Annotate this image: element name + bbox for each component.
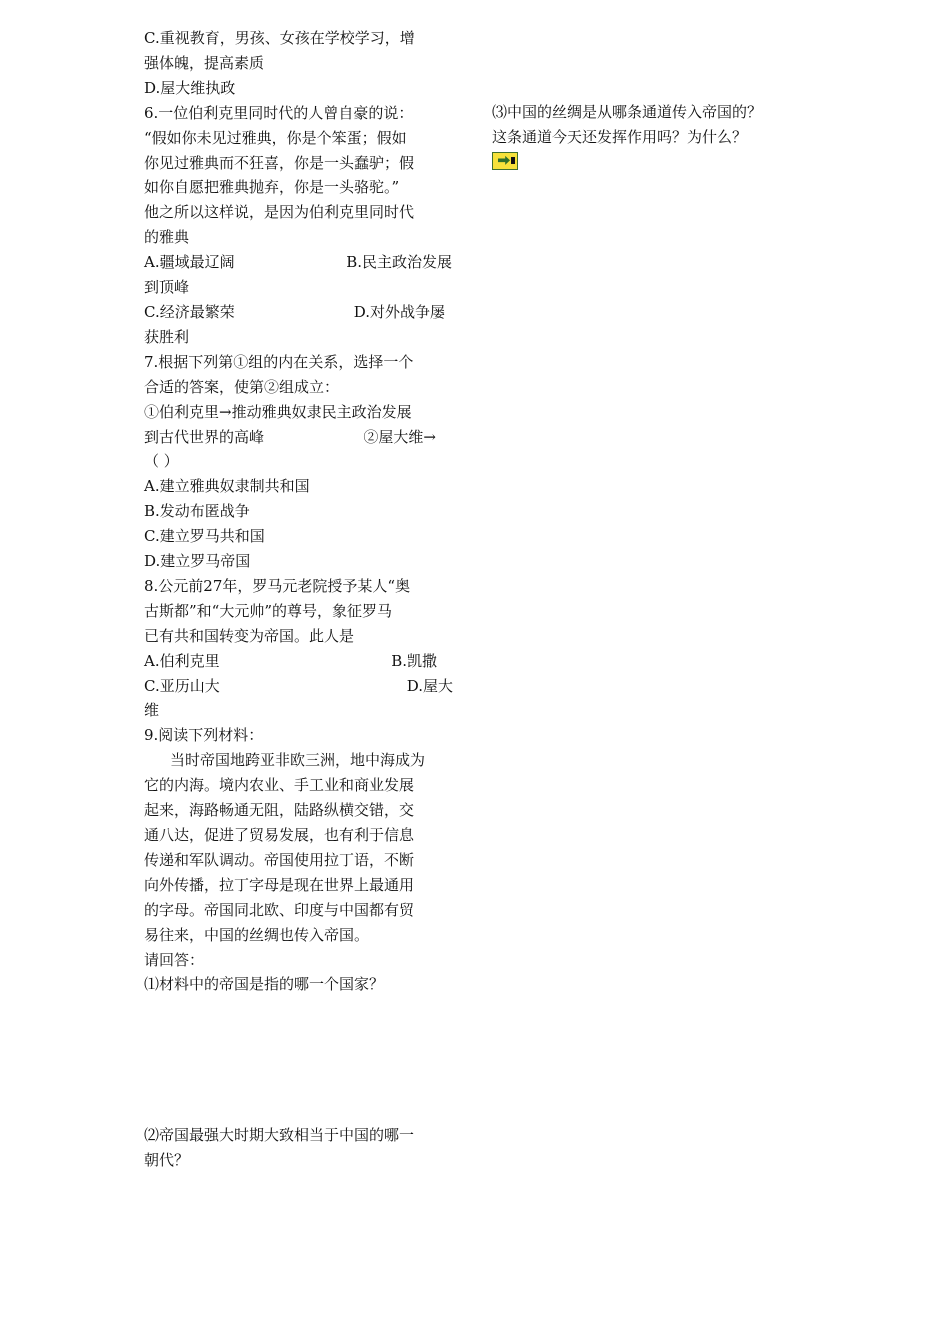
text-line: 请回答：	[144, 950, 205, 969]
text-line: 到顶峰	[144, 278, 190, 297]
text-line: 合适的答案，使第②组成立：	[144, 377, 340, 396]
text-line: C.建立罗马共和国	[144, 527, 265, 546]
text-line: 维	[144, 701, 160, 720]
q6-option-a: A.疆域最辽阔	[144, 253, 235, 272]
left-column	[144, 26, 456, 1173]
q7-option-b	[144, 499, 456, 524]
q9-material-line	[144, 873, 456, 898]
q9-sub2	[144, 1123, 456, 1148]
text-line: 获胜利	[144, 327, 190, 346]
text-line: ②屋大维→	[363, 427, 436, 446]
text-line: D.屋大维执政	[144, 78, 236, 97]
text-line: 的雅典	[144, 228, 190, 247]
q7-option-d	[144, 549, 456, 574]
text-line: 传递和军队调动。帝国使用拉丁语，不断	[144, 850, 415, 869]
text-line: 7.根据下列第①组的内在关系，选择一个	[144, 352, 414, 371]
q7-stem-line	[144, 425, 456, 450]
q9-sub1	[144, 972, 456, 997]
text-line: “假如你未见过雅典，你是个笨蛋；假如	[144, 128, 407, 147]
text-line: 6.一位伯利克里同时代的人曾自豪的说：	[144, 103, 414, 122]
text-line: 强体魄，提高素质	[144, 53, 265, 72]
q7-stem-line	[144, 375, 456, 400]
text-line: ⑵帝国最强大时期大致相当于中国的哪一	[144, 1126, 415, 1145]
text-line: 8.公元前27年，罗马元老院授予某人“奥	[144, 576, 411, 595]
text-line: 向外传播，拉丁字母是现在世界上最通用	[144, 875, 415, 894]
text-line: 他之所以这样说，是因为伯利克里同时代	[144, 203, 415, 222]
q8-options-ab	[144, 649, 456, 674]
q9-material-line	[144, 823, 456, 848]
right-column	[492, 100, 812, 178]
text-line: B.发动布匿战争	[144, 502, 250, 521]
q6-option-c: C.经济最繁荣	[144, 302, 235, 321]
q8-option-b: B.凯撒	[391, 651, 437, 670]
q7-option-c	[144, 524, 456, 549]
text-line: 你见过雅典而不狂喜，你是一头蠢驴；假	[144, 153, 415, 172]
text-line: 到古代世界的高峰	[144, 427, 265, 446]
q6-option-d: D.对外战争屡	[353, 302, 445, 321]
text-line: （ ）	[144, 452, 179, 471]
q7-stem	[144, 350, 456, 375]
q8-stem	[144, 574, 456, 599]
q8-option-a: A.伯利克里	[144, 651, 220, 670]
q6-options-ab	[144, 250, 456, 275]
q6-stem-line	[144, 200, 456, 225]
text-line: 这条通道今天还发挥作用吗？为什么？	[492, 127, 748, 146]
q8-stem-line	[144, 624, 456, 649]
text-line: ①伯利克里→推动雅典奴隶民主政治发展	[144, 402, 412, 421]
q9-material-line	[144, 848, 456, 873]
q7-stem-line	[144, 400, 456, 425]
q6-stem-line	[144, 225, 456, 250]
text-line: ⑴材料中的帝国是指的哪一个国家？	[144, 975, 385, 994]
q8-option-d: D.屋大	[406, 676, 453, 695]
text-line: 9.阅读下列材料：	[144, 726, 264, 745]
text-line: 朝代？	[144, 1151, 190, 1170]
q9-material-line	[144, 898, 456, 923]
q6-stem-line	[144, 126, 456, 151]
text-line: 的字母。帝国同北欧、印度与中国都有贸	[144, 900, 415, 919]
q8-options-cd	[144, 674, 456, 699]
q9-material-line	[144, 798, 456, 823]
q5-option-c	[144, 26, 456, 51]
q7-answer-blank	[144, 449, 456, 474]
q9-material	[144, 748, 456, 773]
text-line: 起来，海路畅通无阻，陆路纵横交错，交	[144, 801, 415, 820]
q6-options-cd	[144, 300, 456, 325]
q9-sub3-cont	[492, 125, 812, 150]
text-line: 通八达，促进了贸易发展，也有利于信息	[144, 826, 415, 844]
text-line: 当时帝国地跨亚非欧三洲，地中海成为	[170, 751, 426, 770]
text-line: ⑶中国的丝绸是从哪条通道传入帝国的？	[492, 103, 763, 121]
text-line: 古斯都”和“大元帅”的尊号，象征罗马	[144, 601, 393, 620]
q7-option-a	[144, 474, 456, 499]
q9-sub3	[492, 100, 812, 125]
answer-space	[144, 997, 456, 1123]
pencil-icon[interactable]	[492, 152, 518, 170]
q6-option-b-cont	[144, 275, 456, 300]
q6-option-d-cont	[144, 325, 456, 350]
q9-sub2-cont	[144, 1148, 456, 1173]
text-line: C.重视教育，男孩、女孩在学校学习，增	[144, 29, 415, 47]
q8-option-d-cont	[144, 698, 456, 723]
q9-material-line	[144, 773, 456, 798]
q6-stem-line	[144, 151, 456, 176]
text-line: 易往来，中国的丝绸也传入帝国。	[144, 925, 370, 944]
text-line: D.建立罗马帝国	[144, 552, 251, 571]
q8-stem-line	[144, 599, 456, 624]
q5-option-d	[144, 76, 456, 101]
q9-ask	[144, 948, 456, 973]
q8-option-c: C.亚历山大	[144, 676, 220, 695]
text-line: 已有共和国转变为帝国。此人是	[144, 626, 355, 645]
q6-stem-line	[144, 175, 456, 200]
text-line: 它的内海。境内农业、手工业和商业发展	[144, 776, 415, 795]
q9-stem	[144, 723, 456, 748]
q6-stem	[144, 101, 456, 126]
text-line: 如你自愿把雅典抛弃，你是一头骆驼。”	[144, 178, 400, 197]
q9-material-line	[144, 923, 456, 948]
q5-option-c-cont	[144, 51, 456, 76]
text-line: A.建立雅典奴隶制共和国	[144, 477, 310, 496]
q6-option-b: B.民主政治发展	[346, 253, 452, 272]
